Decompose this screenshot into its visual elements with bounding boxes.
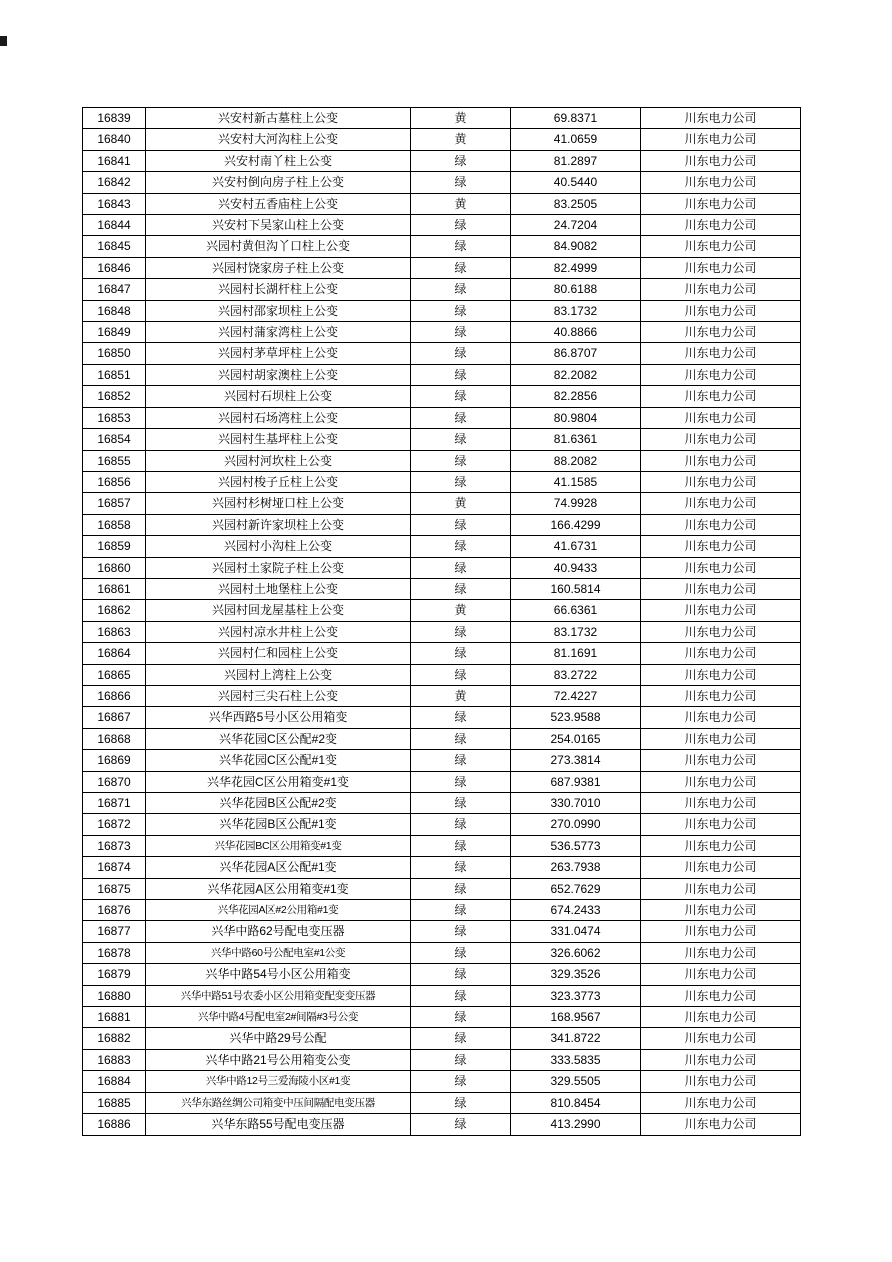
cell-id: 16878	[83, 942, 146, 963]
table-row	[83, 429, 801, 450]
table-row	[83, 193, 801, 214]
cell-company: 川东电力公司	[641, 193, 801, 214]
table-row	[83, 921, 801, 942]
cell-company: 川东电力公司	[641, 1114, 801, 1135]
cell-id: 16875	[83, 878, 146, 899]
cell-id: 16885	[83, 1092, 146, 1113]
cell-id: 16883	[83, 1049, 146, 1070]
cell-status: 绿	[411, 728, 511, 749]
table-row	[83, 1049, 801, 1070]
cell-value: 80.6188	[511, 279, 641, 300]
cell-id: 16845	[83, 236, 146, 257]
cell-status: 绿	[411, 150, 511, 171]
cell-company: 川东电力公司	[641, 942, 801, 963]
cell-id: 16848	[83, 300, 146, 321]
table-row	[83, 578, 801, 599]
cell-status: 绿	[411, 215, 511, 236]
cell-name: 兴华东路55号配电变压器	[146, 1114, 411, 1135]
cell-value: 81.6361	[511, 429, 641, 450]
table-body	[83, 108, 801, 1136]
cell-value: 24.7204	[511, 215, 641, 236]
cell-company: 川东电力公司	[641, 471, 801, 492]
cell-status: 绿	[411, 985, 511, 1006]
table-row	[83, 793, 801, 814]
cell-id: 16849	[83, 322, 146, 343]
cell-name: 兴安村下吴家山柱上公变	[146, 215, 411, 236]
table-row	[83, 514, 801, 535]
cell-id: 16859	[83, 536, 146, 557]
table-row	[83, 1007, 801, 1028]
cell-company: 川东电力公司	[641, 129, 801, 150]
cell-company: 川东电力公司	[641, 964, 801, 985]
cell-id: 16879	[83, 964, 146, 985]
cell-name: 兴园村蒲家湾柱上公变	[146, 322, 411, 343]
cell-status: 绿	[411, 343, 511, 364]
cell-value: 69.8371	[511, 108, 641, 129]
cell-name: 兴园村回龙屋基柱上公变	[146, 600, 411, 621]
cell-id: 16839	[83, 108, 146, 129]
cell-company: 川东电力公司	[641, 985, 801, 1006]
cell-name: 兴安村五香庙柱上公变	[146, 193, 411, 214]
cell-status: 绿	[411, 664, 511, 685]
cell-name: 兴园村生基坪柱上公变	[146, 429, 411, 450]
cell-value: 81.2897	[511, 150, 641, 171]
cell-company: 川东电力公司	[641, 343, 801, 364]
cell-status: 绿	[411, 771, 511, 792]
cell-id: 16865	[83, 664, 146, 685]
cell-value: 82.2856	[511, 386, 641, 407]
cell-status: 绿	[411, 322, 511, 343]
cell-name: 兴安村大河沟柱上公变	[146, 129, 411, 150]
cell-value: 82.2082	[511, 364, 641, 385]
cell-status: 绿	[411, 450, 511, 471]
cell-name: 兴安村倒向房子柱上公变	[146, 172, 411, 193]
cell-status: 绿	[411, 621, 511, 642]
cell-id: 16867	[83, 707, 146, 728]
cell-status: 绿	[411, 814, 511, 835]
table-row	[83, 942, 801, 963]
cell-company: 川东电力公司	[641, 814, 801, 835]
table-row	[83, 1071, 801, 1092]
cell-name: 兴园村小沟柱上公变	[146, 536, 411, 557]
cell-name: 兴园村茅草坪柱上公变	[146, 343, 411, 364]
table-row	[83, 322, 801, 343]
cell-status: 绿	[411, 1049, 511, 1070]
cell-value: 88.2082	[511, 450, 641, 471]
cell-company: 川东电力公司	[641, 236, 801, 257]
cell-id: 16841	[83, 150, 146, 171]
table-row	[83, 150, 801, 171]
cell-status: 绿	[411, 300, 511, 321]
cell-id: 16861	[83, 578, 146, 599]
cell-status: 绿	[411, 257, 511, 278]
cell-value: 329.5505	[511, 1071, 641, 1092]
cell-status: 绿	[411, 1114, 511, 1135]
cell-name: 兴园村杉树垭口柱上公变	[146, 493, 411, 514]
cell-value: 40.5440	[511, 172, 641, 193]
cell-company: 川东电力公司	[641, 322, 801, 343]
cell-id: 16847	[83, 279, 146, 300]
table-row	[83, 878, 801, 899]
cell-status: 绿	[411, 793, 511, 814]
table-row	[83, 771, 801, 792]
table-row	[83, 685, 801, 706]
cell-name: 兴华花园A区公用箱变#1变	[146, 878, 411, 899]
cell-status: 黄	[411, 600, 511, 621]
cell-id: 16851	[83, 364, 146, 385]
cell-company: 川东电力公司	[641, 386, 801, 407]
cell-id: 16868	[83, 728, 146, 749]
cell-name: 兴园村梭子丘柱上公变	[146, 471, 411, 492]
table-row	[83, 471, 801, 492]
cell-name: 兴华中路29号公配	[146, 1028, 411, 1049]
cell-id: 16856	[83, 471, 146, 492]
cell-value: 40.8866	[511, 322, 641, 343]
cell-name: 兴园村长湖杆柱上公变	[146, 279, 411, 300]
cell-value: 72.4227	[511, 685, 641, 706]
cell-status: 绿	[411, 514, 511, 535]
cell-value: 41.0659	[511, 129, 641, 150]
cell-id: 16882	[83, 1028, 146, 1049]
table-row	[83, 129, 801, 150]
cell-id: 16860	[83, 557, 146, 578]
cell-status: 绿	[411, 878, 511, 899]
cell-name: 兴华花园C区公配#2变	[146, 728, 411, 749]
cell-name: 兴华花园B区公配#2变	[146, 793, 411, 814]
cell-id: 16866	[83, 685, 146, 706]
cell-company: 川东电力公司	[641, 621, 801, 642]
table-row	[83, 814, 801, 835]
cell-value: 83.2505	[511, 193, 641, 214]
cell-value: 270.0990	[511, 814, 641, 835]
cell-value: 40.9433	[511, 557, 641, 578]
cell-company: 川东电力公司	[641, 279, 801, 300]
cell-id: 16857	[83, 493, 146, 514]
cell-name: 兴园村胡家澳柱上公变	[146, 364, 411, 385]
transformer-table	[82, 107, 801, 1136]
table-row	[83, 364, 801, 385]
cell-company: 川东电力公司	[641, 921, 801, 942]
cell-name: 兴园村三尖石柱上公变	[146, 685, 411, 706]
cell-name: 兴园村土家院子柱上公变	[146, 557, 411, 578]
cell-status: 绿	[411, 172, 511, 193]
cell-status: 绿	[411, 557, 511, 578]
cell-status: 绿	[411, 643, 511, 664]
cell-name: 兴华中路21号公用箱变公变	[146, 1049, 411, 1070]
cell-company: 川东电力公司	[641, 578, 801, 599]
cell-value: 273.3814	[511, 750, 641, 771]
cell-name: 兴华花园BC区公用箱变#1变	[146, 835, 411, 856]
cell-name: 兴园村黄但沟丫口柱上公变	[146, 236, 411, 257]
cell-id: 16850	[83, 343, 146, 364]
cell-id: 16843	[83, 193, 146, 214]
cell-value: 523.9588	[511, 707, 641, 728]
table-row	[83, 621, 801, 642]
cell-status: 绿	[411, 1028, 511, 1049]
cell-name: 兴华花园A区#2公用箱#1变	[146, 900, 411, 921]
table-row	[83, 557, 801, 578]
cell-company: 川东电力公司	[641, 150, 801, 171]
cell-status: 绿	[411, 407, 511, 428]
cell-status: 黄	[411, 193, 511, 214]
cell-status: 绿	[411, 364, 511, 385]
table-row	[83, 728, 801, 749]
cell-status: 绿	[411, 900, 511, 921]
table-row	[83, 643, 801, 664]
cell-id: 16840	[83, 129, 146, 150]
cell-company: 川东电力公司	[641, 215, 801, 236]
table-row	[83, 108, 801, 129]
cell-id: 16854	[83, 429, 146, 450]
scan-artifact	[0, 36, 7, 46]
table-row	[83, 215, 801, 236]
cell-company: 川东电力公司	[641, 878, 801, 899]
cell-id: 16877	[83, 921, 146, 942]
cell-id: 16872	[83, 814, 146, 835]
cell-value: 341.8722	[511, 1028, 641, 1049]
cell-company: 川东电力公司	[641, 407, 801, 428]
cell-value: 83.1732	[511, 621, 641, 642]
cell-status: 绿	[411, 750, 511, 771]
cell-id: 16880	[83, 985, 146, 1006]
table-row	[83, 407, 801, 428]
table-row	[83, 386, 801, 407]
cell-id: 16870	[83, 771, 146, 792]
cell-company: 川东电力公司	[641, 685, 801, 706]
cell-status: 绿	[411, 578, 511, 599]
cell-company: 川东电力公司	[641, 600, 801, 621]
cell-value: 254.0165	[511, 728, 641, 749]
cell-id: 16863	[83, 621, 146, 642]
cell-id: 16881	[83, 1007, 146, 1028]
cell-id: 16855	[83, 450, 146, 471]
cell-company: 川东电力公司	[641, 793, 801, 814]
cell-value: 82.4999	[511, 257, 641, 278]
cell-id: 16884	[83, 1071, 146, 1092]
cell-value: 326.6062	[511, 942, 641, 963]
cell-company: 川东电力公司	[641, 707, 801, 728]
cell-value: 81.1691	[511, 643, 641, 664]
cell-id: 16871	[83, 793, 146, 814]
cell-id: 16876	[83, 900, 146, 921]
cell-value: 84.9082	[511, 236, 641, 257]
cell-name: 兴华中路4号配电室2#间隔#3号公变	[146, 1007, 411, 1028]
cell-value: 66.6361	[511, 600, 641, 621]
cell-status: 黄	[411, 108, 511, 129]
cell-name: 兴华花园C区公用箱变#1变	[146, 771, 411, 792]
table-row	[83, 707, 801, 728]
cell-company: 川东电力公司	[641, 536, 801, 557]
cell-value: 74.9928	[511, 493, 641, 514]
cell-name: 兴华花园C区公配#1变	[146, 750, 411, 771]
table-row	[83, 835, 801, 856]
cell-id: 16864	[83, 643, 146, 664]
cell-id: 16846	[83, 257, 146, 278]
cell-company: 川东电力公司	[641, 108, 801, 129]
cell-value: 41.1585	[511, 471, 641, 492]
table-row	[83, 750, 801, 771]
cell-name: 兴华中路51号农委小区公用箱变配变变压器	[146, 985, 411, 1006]
cell-value: 810.8454	[511, 1092, 641, 1113]
cell-status: 绿	[411, 1007, 511, 1028]
table-row	[83, 964, 801, 985]
cell-value: 687.9381	[511, 771, 641, 792]
cell-id: 16852	[83, 386, 146, 407]
cell-status: 绿	[411, 279, 511, 300]
table-row	[83, 985, 801, 1006]
cell-id: 16858	[83, 514, 146, 535]
cell-company: 川东电力公司	[641, 750, 801, 771]
table-row	[83, 857, 801, 878]
table-row	[83, 664, 801, 685]
cell-status: 绿	[411, 1071, 511, 1092]
cell-status: 绿	[411, 471, 511, 492]
cell-name: 兴园村石坝柱上公变	[146, 386, 411, 407]
cell-name: 兴华中路54号小区公用箱变	[146, 964, 411, 985]
cell-status: 黄	[411, 685, 511, 706]
table-row	[83, 1092, 801, 1113]
cell-name: 兴园村仁和园柱上公变	[146, 643, 411, 664]
table-row	[83, 236, 801, 257]
cell-value: 652.7629	[511, 878, 641, 899]
cell-company: 川东电力公司	[641, 900, 801, 921]
cell-value: 263.7938	[511, 857, 641, 878]
cell-id: 16853	[83, 407, 146, 428]
table-row	[83, 300, 801, 321]
cell-status: 绿	[411, 536, 511, 557]
cell-company: 川东电力公司	[641, 514, 801, 535]
cell-id: 16862	[83, 600, 146, 621]
cell-value: 83.1732	[511, 300, 641, 321]
cell-company: 川东电力公司	[641, 1071, 801, 1092]
cell-name: 兴安村南丫柱上公变	[146, 150, 411, 171]
cell-value: 329.3526	[511, 964, 641, 985]
cell-company: 川东电力公司	[641, 1092, 801, 1113]
cell-company: 川东电力公司	[641, 1049, 801, 1070]
cell-name: 兴华东路丝绸公司箱变中压间隔配电变压器	[146, 1092, 411, 1113]
cell-status: 绿	[411, 386, 511, 407]
cell-name: 兴园村上湾柱上公变	[146, 664, 411, 685]
table-row	[83, 450, 801, 471]
cell-company: 川东电力公司	[641, 664, 801, 685]
cell-name: 兴园村石场湾柱上公变	[146, 407, 411, 428]
cell-value: 168.9567	[511, 1007, 641, 1028]
cell-value: 413.2990	[511, 1114, 641, 1135]
cell-status: 绿	[411, 1092, 511, 1113]
cell-company: 川东电力公司	[641, 557, 801, 578]
cell-value: 331.0474	[511, 921, 641, 942]
cell-status: 绿	[411, 964, 511, 985]
cell-company: 川东电力公司	[641, 643, 801, 664]
cell-company: 川东电力公司	[641, 172, 801, 193]
cell-name: 兴华中路12号三爱海陵小区#1变	[146, 1071, 411, 1092]
cell-name: 兴华花园B区公配#1变	[146, 814, 411, 835]
cell-value: 41.6731	[511, 536, 641, 557]
cell-status: 绿	[411, 707, 511, 728]
cell-value: 330.7010	[511, 793, 641, 814]
table-row	[83, 172, 801, 193]
cell-company: 川东电力公司	[641, 771, 801, 792]
cell-value: 323.3773	[511, 985, 641, 1006]
table-row	[83, 279, 801, 300]
table-row	[83, 900, 801, 921]
cell-company: 川东电力公司	[641, 429, 801, 450]
cell-status: 绿	[411, 835, 511, 856]
table-row	[83, 493, 801, 514]
cell-status: 黄	[411, 129, 511, 150]
table-row	[83, 600, 801, 621]
table-row	[83, 257, 801, 278]
cell-company: 川东电力公司	[641, 728, 801, 749]
cell-id: 16886	[83, 1114, 146, 1135]
cell-name: 兴园村新许家坝柱上公变	[146, 514, 411, 535]
table-row	[83, 1114, 801, 1135]
cell-id: 16874	[83, 857, 146, 878]
cell-name: 兴园村土地堡柱上公变	[146, 578, 411, 599]
cell-company: 川东电力公司	[641, 364, 801, 385]
cell-name: 兴华花园A区公配#1变	[146, 857, 411, 878]
cell-status: 绿	[411, 942, 511, 963]
cell-company: 川东电力公司	[641, 493, 801, 514]
cell-status: 绿	[411, 921, 511, 942]
cell-value: 86.8707	[511, 343, 641, 364]
cell-status: 绿	[411, 429, 511, 450]
cell-id: 16842	[83, 172, 146, 193]
table-row	[83, 343, 801, 364]
cell-name: 兴园村邵家坝柱上公变	[146, 300, 411, 321]
cell-value: 333.5835	[511, 1049, 641, 1070]
cell-company: 川东电力公司	[641, 450, 801, 471]
cell-company: 川东电力公司	[641, 835, 801, 856]
table-row	[83, 1028, 801, 1049]
cell-company: 川东电力公司	[641, 857, 801, 878]
cell-value: 166.4299	[511, 514, 641, 535]
cell-name: 兴华中路60号公配电室#1公变	[146, 942, 411, 963]
cell-status: 黄	[411, 493, 511, 514]
cell-company: 川东电力公司	[641, 1028, 801, 1049]
cell-name: 兴园村饶家房子柱上公变	[146, 257, 411, 278]
cell-value: 160.5814	[511, 578, 641, 599]
cell-company: 川东电力公司	[641, 257, 801, 278]
cell-name: 兴园村凉水井柱上公变	[146, 621, 411, 642]
cell-name: 兴园村河坎柱上公变	[146, 450, 411, 471]
cell-company: 川东电力公司	[641, 1007, 801, 1028]
cell-name: 兴华西路5号小区公用箱变	[146, 707, 411, 728]
cell-status: 绿	[411, 857, 511, 878]
cell-name: 兴华中路62号配电变压器	[146, 921, 411, 942]
cell-value: 674.2433	[511, 900, 641, 921]
cell-value: 83.2722	[511, 664, 641, 685]
cell-name: 兴安村新古墓柱上公变	[146, 108, 411, 129]
cell-id: 16873	[83, 835, 146, 856]
cell-status: 绿	[411, 236, 511, 257]
cell-value: 80.9804	[511, 407, 641, 428]
cell-id: 16844	[83, 215, 146, 236]
cell-value: 536.5773	[511, 835, 641, 856]
cell-company: 川东电力公司	[641, 300, 801, 321]
table-row	[83, 536, 801, 557]
cell-id: 16869	[83, 750, 146, 771]
